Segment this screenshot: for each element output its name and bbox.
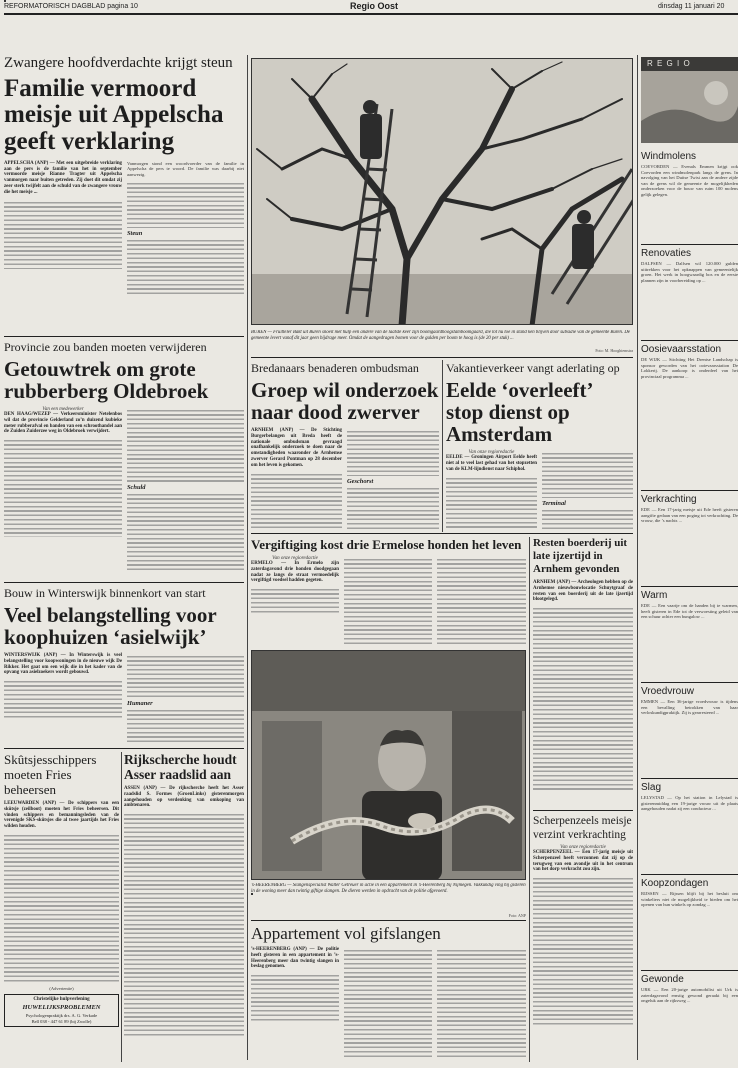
article-lead: ’s-HEERENBERG (ANP) — De politie heeft gisteren in een appartement in ’s-Heerenberg meer dan twintig slangen in beslag genomen. (251, 947, 339, 970)
divider (533, 810, 633, 811)
article-lead: ARNHEM (ANP) — Archeologen hebben op de Arnhemse nieuwbouwlocatie Schuytgraaf de resten van een boerderij uit de late ijzertijd blootgelegd. (533, 580, 633, 603)
article-lead: LEEUWARDEN (ANP) — De schippers van een skûtsje (zeilboot) moeten het Fries beheersen. Dit vinden schippers en bemanningsleden van de verenigde SKS-skûtsjes die al twee jaartijds het Fries wilden houden. (4, 801, 119, 830)
article-lead: ASSEN (ANP) — De rijkscherche heeft het Asser raadslid S. Formes (GroenLinks) gisterenmorgen aangehouden op verdenking van omkoping van ambtenaren. (124, 786, 244, 809)
divider (4, 748, 244, 749)
article-subhead: Steun (127, 229, 143, 237)
sidebar-item-title: Verkrachting (641, 494, 697, 505)
article-headline: Appartement vol gifslangen (251, 924, 441, 943)
article-byline: Van onze regioredactie (468, 450, 515, 456)
article-byline: Van een medewerker (42, 407, 84, 413)
photo-credit: Foto: M. Hooghiemstra (595, 348, 633, 353)
sidebar-item (641, 244, 738, 340)
advert-org: Christelijke hulpverlening (33, 996, 90, 1002)
article-subhead: Humaner (127, 700, 153, 708)
divider (4, 336, 244, 337)
column-rule (637, 55, 638, 1060)
sidebar-item-title: Warm (641, 590, 668, 601)
article-getouwtrek (4, 339, 244, 579)
article-headline: Getouwtrek om grote rubberberg Oldebroek (4, 357, 209, 404)
article-ombudsman (251, 360, 439, 530)
article-zwanger (4, 55, 244, 333)
article-headline: Vergiftiging kost drie Ermelose honden het leven (251, 537, 522, 552)
article-headline: Veel belangstelling voor koophuizen ‘asielwijk’ (4, 603, 217, 650)
sidebar-item-text: EDE — Een 17-jarig meisje uit Ede heeft gisteren aangifte gedaan van een poging tot verkrachting. De vrouw, die ’s nachts ... (641, 507, 738, 524)
article-eelde (446, 360, 633, 530)
sidebar-item-title: Vroedvrouw (641, 686, 694, 697)
article-lead: ERMELO — In Ermelo zijn zaterdagavond drie honden doodgegaan nadat ze langs de straat vermoedelijk vergiftigd voedsel hadden gegeten. (251, 561, 339, 584)
article-lead: SCHERPENZEEL — Een 17-jarig meisje uit Scherpenzeel heeft verzonnen dat zij op de terugweg van een avondje uit in het centrum van het dorp verkracht zou zijn. (533, 850, 633, 873)
sidebar-item-text: EDE — Een vaartje om de handen bij te warmen, heeft gisteren in Ede tot de verwoesting geleid van een schuur achter een bungalow ... (641, 603, 738, 620)
photo-caption: ’s-HEERENBERG — Slangenspecialist Walter Getreuer in actie in een appartement in ’s-Heerenberg bij Nijmegen. Vakkundig ving hij gisteren in de woning meer dan twintig giftige slangen. De dieren werden in opdracht van de politie afgevoerd. (251, 883, 526, 894)
divider (251, 920, 526, 921)
page-header-date: dinsdag 11 januari 20 (658, 3, 725, 10)
sidebar-item (641, 586, 738, 682)
article-lead: WINTERSWIJK (ANP) — In Winterswijk is veel belangstelling voor koopwoningen in de nieuwe wijk De Rikker. Het gaat om een wijk die in het kader van de opvang van asielzoekers wordt gebouwd. (4, 653, 122, 676)
article-lead: APPELSCHA (ANP) — Met een uitgebreide verklaring aan de pers is de familie van het in september vermoorde meisje Rianne Tragter uit Appelscha vanmorgen naar buiten getreden. Zij doet dit omdat zij zeer sterk twijfelt aan de schuld van de zwangere vrouw die het meisje ... (4, 160, 122, 195)
advert-label: (Advertentie) (49, 985, 74, 991)
article-lead: ARNHEM (ANP) — De Stichting Burgerbelangen uit Breda heeft de nationale ombudsman gevraagd onafhankelijk onderzoek te doen naar de omstandigheden waaronder de Arnhemse zwerver Gerard Pontman op 28 december om het leven is gekomen. (251, 428, 342, 468)
page-header-left: REFORMATORISCH DAGBLAD pagina 10 (4, 3, 138, 10)
article-subhead: Schuld (127, 484, 146, 492)
tree-pruning-image (252, 59, 633, 325)
sidebar-news (641, 148, 738, 1060)
sidebar-item-text: RIJSSEN — Rijssen blijft bij het besluit om winkeliers niet de mogelijkheid te bieden om het openen van hun winkels op zondag ... (641, 891, 738, 908)
advert-name: HUWELIJKSPROBLEMEN (22, 1003, 101, 1011)
regio-banner (641, 57, 738, 143)
article-headline: Scherpenzeels meisje verzint verkrachting (533, 815, 632, 841)
article-headline: Rijkscherche houdt Asser raadslid aan (124, 752, 237, 782)
article-headline: Skûtsjesschippers moeten Fries beheersen (4, 752, 97, 797)
article-kicker: Zwangere hoofdverdachte krijgt steun (4, 55, 233, 71)
column-rule (442, 360, 443, 532)
article-headline: Eelde ‘overleeft’ stop dienst op Amsterdam (446, 378, 592, 447)
article-subhead: Geschorst (347, 478, 374, 486)
article-lead: EELDE — Groningen Airport Eelde heeft niet al te veel last gehad van het stopzetten van de KLM-lijndienst naar Schiphol. (446, 455, 537, 472)
sidebar-item-title: Gewonde (641, 974, 684, 985)
sidebar-item-text: DE WIJK — Stichting Het Drentse Landschap is sponsor geworden van het ooievaarsstation De Lokkerij. De aankoop is onderdeel van het provinciaal programma ... (641, 357, 738, 379)
article-skutsjes (4, 752, 119, 1062)
advertisement (4, 994, 119, 1027)
article-rijkscherche (124, 752, 244, 1062)
snake-handler-image (252, 651, 526, 880)
article-kicker: Provincie zou banden moeten verwijderen (4, 340, 207, 354)
column-rule (121, 752, 122, 1062)
sidebar-item-text: DALFSEN — Dalfsen wil 120.000 gulden uittrekken voor het opknappen van gemeentelijk groen. Het werk in hoogwaardig bos en de eerste plannen zijn in voorbereiding op ... (641, 261, 738, 283)
article-ermelo (251, 537, 526, 647)
article-kicker: Bouw in Winterswijk binnenkort van start (4, 586, 206, 600)
photo-snake-specialist (251, 650, 526, 880)
section-title: Regio Oost (350, 1, 399, 11)
sidebar-item-text: URK — Een 20-jarige automobilist uit Urk is zaterdagavond ernstig gewond geraakt bij een ongeluk aan de rijksweg ... (641, 987, 738, 1004)
article-kicker: Vakantieverkeer vangt aderlating op (446, 361, 620, 375)
article-kicker: Bredanaars benaderen ombudsman (251, 361, 419, 375)
sidebar-item (641, 874, 738, 970)
sidebar-item (641, 148, 738, 244)
sidebar-item-title: Renovaties (641, 248, 692, 259)
article-headline: Groep wil onderzoek naar dood zwerver (251, 378, 439, 425)
photo-fruit-trees (251, 58, 633, 325)
banner-graphic (641, 71, 738, 143)
column-rule (247, 55, 248, 1060)
divider (251, 357, 633, 358)
sidebar-item-title: Koopzondagen (641, 878, 709, 889)
sidebar-item-title: Oosievaarsstation (641, 344, 722, 355)
sidebar-item (641, 778, 738, 874)
photo-credit: Foto: ANP (508, 913, 526, 918)
sidebar-item-text: EMMEN — Een 36-jarige vroedvrouw is tijdens een bevalling betrokken van haar verloskundigpraktijk. Zij is gearresteerd ... (641, 699, 738, 716)
article-headline: Resten boerderij uit late ijzertijd in Arnhem gevonden (533, 537, 628, 575)
sidebar-item-text: LELYSTAD — Op het station in Lelystad is gisterenmiddag een 19-jarige vrouw uit de plaats aangehouden nadat zij een conducteur ... (641, 795, 738, 812)
sidebar-item-text: COEVORDEN — Evenals Emmen krijgt ook Coevorden een windmolenpark langs de grens. In navolging van het Duitse Twist aan de andere zijde van de grens wil de gemeente de mogelijkheden onderzoeken voor de bouw van ruim 100 molens gelijk gelegen. (641, 164, 738, 197)
divider (251, 533, 633, 534)
column-rule (529, 537, 530, 1062)
article-byline: Van onze regioredactie (272, 556, 318, 561)
article-lead: DEN HAAG/WEZEP — Verkeersminister Netelenbos wil dat de provincie Gelderland zo’n duizend kubieke meter rubberafval en banden van een schroothandel aan de Zuiden Zuiderzee weg in Oldebroek verwijdert. (4, 412, 122, 435)
advert-person: Psychologenpraktijk drs. A. G. Verkade (25, 1012, 98, 1018)
photo-caption: BUREN — Fruitteler Bakt uit Buren snoeit met hulp een andere van de laatste keer zijn boomgaardhoogstamboomgaard, die tot nu toe in stand ken blijven door subsidie van de gemeente Buren. De gemeente levert vanaf dit jaar geen bijdrage meer. Omdat de aangedragen bomen voor de gulden per boom te hoog is (de 20 per stuk) ... (251, 330, 630, 341)
article-byline: Van onze regioredactie (560, 845, 606, 850)
article-headline: Familie vermoord meisje uit Appelscha geeft verklaring (4, 75, 224, 155)
sidebar-item-title: Slag (641, 782, 662, 793)
banner-title: R E G I O (641, 57, 738, 71)
sidebar-item (641, 340, 738, 490)
sidebar-item (641, 970, 738, 1060)
advert-phone: Bell 038 - 447 61 89 (bij Zwolle) (31, 1018, 92, 1024)
article-body: Vanmorgen stond een woordvoerder van de familie in Appelscha de pers te woord. De familie was daarbij niet aanwezig. (127, 160, 244, 177)
article-gifslangen (251, 924, 526, 1064)
header-rule (4, 13, 738, 15)
article-arnhem (533, 537, 633, 807)
sidebar-item (641, 490, 738, 586)
article-scherpenzeel (533, 814, 633, 1064)
article-subhead: Terminal (542, 500, 566, 508)
sidebar-item (641, 682, 738, 778)
divider (4, 582, 244, 583)
article-winterswijk (4, 585, 244, 745)
sidebar-item-title: Windmolens (641, 151, 697, 162)
